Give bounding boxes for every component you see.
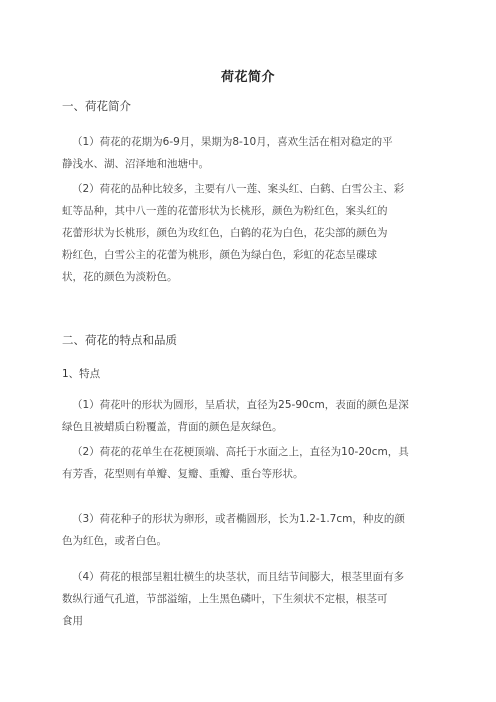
paragraph-line: （4）荷花的根部呈粗壮横生的块茎状，而且结节间膨大，根茎里面有多: [72, 571, 405, 583]
section-heading-features: 二、荷花的特点和品质: [62, 333, 177, 347]
paragraph-line: （3）荷花种子的形状为卵形，或者椭圆形，长为1.2-1.7cm，种皮的颜: [72, 513, 405, 525]
paragraph-line: （2）荷花的花单生在花梗顶端、高托于水面之上，直径为10-20cm，具: [72, 446, 409, 458]
paragraph-line: 虹等品种，其中八一莲的花蕾形状为长桃形，颜色为粉红色，案头红的: [62, 205, 388, 217]
paragraph-line: 绿色且被蜡质白粉覆盖，背面的颜色是灰绿色。: [62, 421, 283, 433]
paragraph-line: 状，花的颜色为淡粉色。: [62, 271, 178, 283]
document-title: 荷花简介: [220, 70, 275, 85]
paragraph-seed: [62, 508, 422, 552]
section-heading-intro: 一、荷花简介: [62, 99, 131, 113]
paragraph-varieties: [62, 178, 422, 288]
paragraph-line: 静浅水、湖、沼泽地和池塘中。: [62, 158, 209, 170]
paragraph-line: （1）荷花的花期为6-9月，果期为8-10月，喜欢生活在相对稳定的平: [72, 136, 393, 148]
sub-heading-features: 1、特点: [62, 368, 101, 380]
paragraph-line: 数纵行通气孔道，节部溢缩，上生黑色磷叶，下生须状不定根，根茎可: [62, 593, 388, 605]
paragraph-line: 粉红色，白雪公主的花蕾为桃形，颜色为绿白色，彩虹的花态呈碟球: [62, 249, 377, 261]
paragraph-root: [62, 566, 422, 632]
paragraph-line: 食用: [62, 615, 83, 627]
paragraph-line: 花蕾形状为长桃形，颜色为玫红色，白鹤的花为白色，花尖部的颜色为: [62, 227, 388, 239]
paragraph-line: （1）荷花叶的形状为圆形，呈盾状，直径为25-90cm，表面的颜色是深: [72, 399, 409, 411]
paragraph-line: 有芳香，花型则有单瓣、复瓣、重瓣、重台等形状。: [62, 468, 304, 480]
paragraph-bloom-period: [62, 131, 422, 175]
paragraph-line: （2）荷花的品种比较多，主要有八一莲、案头红、白鹤、白雪公主、彩: [72, 183, 405, 195]
paragraph-leaf: [62, 394, 422, 438]
paragraph-line: 色为红色，或者白色。: [62, 535, 167, 547]
paragraph-flower: [62, 441, 422, 485]
